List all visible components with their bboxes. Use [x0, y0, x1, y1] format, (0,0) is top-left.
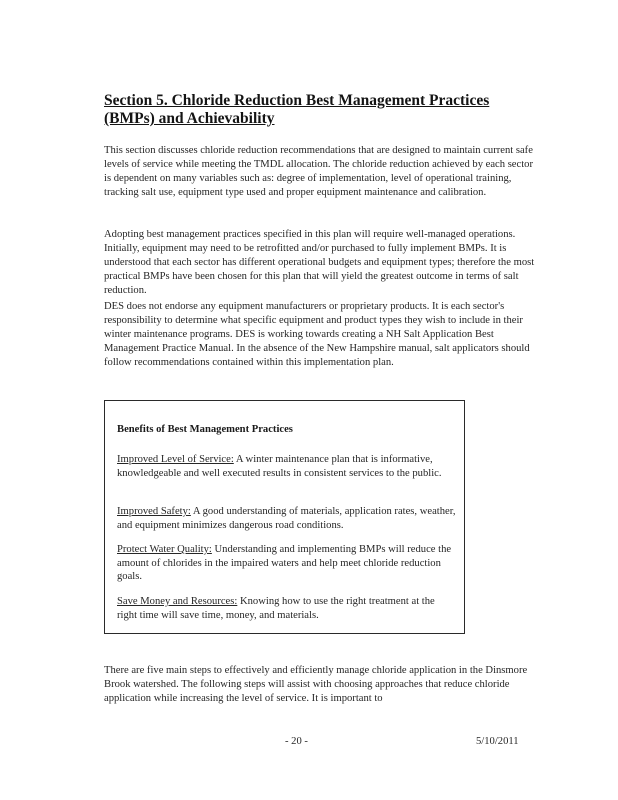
- bmp-adoption-paragraph: Adopting best management practices specified in this plan will require well-managed operations. Initially, equipment may need to be retrofitted and/or purchased to fully implement BMPs. It is understood that each sector has different operational budgets and equipment types; therefore the most practical BMPs have been chosen for this plan that will yield the greatest outcome in terms of salt reduction.: [104, 229, 535, 296]
- benefit-term: Save Money and Resources:: [117, 596, 238, 607]
- footer-date: 5/10/2011: [476, 736, 519, 747]
- benefit-text: Understanding and implementing BMPs will reduce the amount of chlorides in the impaired waters and help meet chloride reduction goals.: [117, 544, 452, 582]
- benefit-term: Improved Level of Service:: [117, 454, 234, 465]
- benefit-improved-safety: [117, 505, 457, 532]
- benefit-text: A winter maintenance plan that is informative, knowledgeable and well executed results in consistent services to the public.: [117, 454, 442, 479]
- benefit-protect-water-quality: [117, 543, 457, 584]
- benefit-term: Improved Safety:: [117, 506, 191, 517]
- benefits-box: [104, 400, 465, 634]
- des-endorsement-paragraph: DES does not endorse any equipment manufacturers or proprietary products. It is each sector's responsibility to determine what specific equipment and product types they wish to include in their winter maintenance programs. DES is working towards creating a NH Salt Application Best Management Practice Manual. In the absence of the New Hampshire manual, salt applicators should follow recommendations contained within this implementation plan.: [104, 301, 530, 368]
- benefit-term: Protect Water Quality:: [117, 544, 212, 555]
- benefit-improved-level-of-service: [117, 453, 457, 480]
- benefit-save-money-and-resources: [117, 595, 457, 622]
- benefit-text: Knowing how to use the right treatment at the right time will save time, money, and materials.: [117, 596, 435, 621]
- benefits-box-title: Benefits of Best Management Practices: [117, 424, 293, 435]
- benefit-text: A good understanding of materials, application rates, weather, and equipment minimizes dangerous road conditions.: [117, 506, 456, 531]
- intro-paragraph: This section discusses chloride reduction recommendations that are designed to maintain current safe levels of service while meeting the TMDL allocation. The chloride reduction achieved by each sector is dependent on many variables such as: degree of implementation, level of operational training, tracking salt use, equipment type used and proper equipment maintenance and calibration.: [104, 145, 533, 198]
- page-number: - 20 -: [285, 736, 308, 747]
- section-heading: Section 5. Chloride Reduction Best Management Practices (BMPs) and Achievability: [104, 92, 490, 127]
- five-steps-paragraph: There are five main steps to effectively and efficiently manage chloride application in the Dinsmore Brook watershed. The following steps will assist with choosing approaches that reduce chloride application while increasing the level of service. It is important to: [104, 665, 528, 704]
